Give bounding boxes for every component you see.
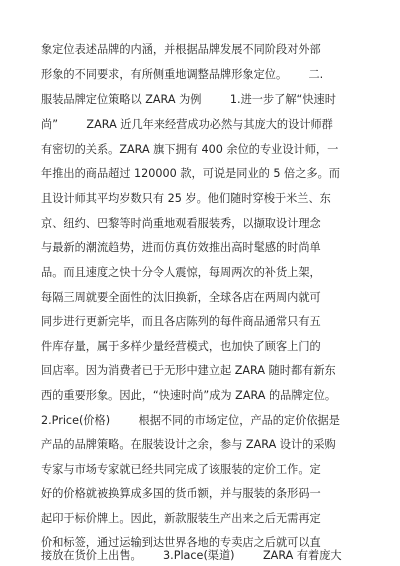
text-line: 同步进行更新完毕，而且各店陈列的每件商品通常只有五 [41, 315, 321, 328]
text-line: 服装品牌定位策略以 ZARA 为例 1.进一步了解“快速时 [41, 93, 336, 106]
text-line: 好的价格就被换算成多国的货币额，并与服装的条形码一 [41, 487, 321, 500]
text-line: 且设计师其平均岁数只有 25 岁。他们随时穿梭于米兰、东 [41, 192, 331, 205]
text-line: 回店率。因为消费者已于无形中建立起 ZARA 随时都有新东 [41, 364, 336, 377]
text-line: 京、纽约、巴黎等时尚重地观看服装秀，以撷取设计理念 [41, 217, 321, 230]
text-line: 起印于标价牌上。因此，新款服装生产出来之后无需再定 [41, 512, 321, 525]
text-line: 接放在货价上出售。 3.Place(渠道) ZARA 有着庞大 [41, 549, 342, 562]
text-line: 件库存量，属于多样少量经营模式，也加快了顾客上门的 [41, 340, 321, 353]
text-line: 专家与市场专家就已经共同完成了该服装的定价工作。定 [41, 463, 321, 476]
text-line: 西的重要形象。因此，“快速时尚”成为 ZARA 的品牌定位。 [41, 389, 337, 402]
text-line: 年推出的商品超过 120000 款，可说是同业的 5 倍之多。而 [41, 167, 340, 180]
text-line: 2.Price(价格) 根据不同的市场定位，产品的定价依据是 [41, 414, 340, 427]
text-line: 价和标签，通过运输到达世界各地的专卖店之后就可以直 [41, 536, 321, 549]
text-line: 每隔三周就要全面性的汰旧换新，全球各店在两周内就可 [41, 291, 321, 304]
text-line: 有密切的关系。ZARA 旗下拥有 400 余位的专业设计师，一 [41, 143, 339, 156]
text-line: 尚” ZARA 近几年来经营成功必然与其庞大的设计师群 [41, 118, 333, 131]
text-line: 象定位表述品牌的内涵，并根据品牌发展不同阶段对外部 [41, 43, 321, 56]
text-line: 产品的品牌策略。在服装设计之余，参与 ZARA 设计的采购 [41, 438, 336, 451]
text-line: 品。而且速度之快十分令人震惊，每周两次的补货上架， [41, 266, 321, 279]
text-line: 形象的不同要求，有所侧重地调整品牌形象定位。 二. [41, 68, 324, 81]
text-line: 与最新的潮流趋势，进而仿真仿效推出高时髦感的时尚单 [41, 241, 321, 254]
